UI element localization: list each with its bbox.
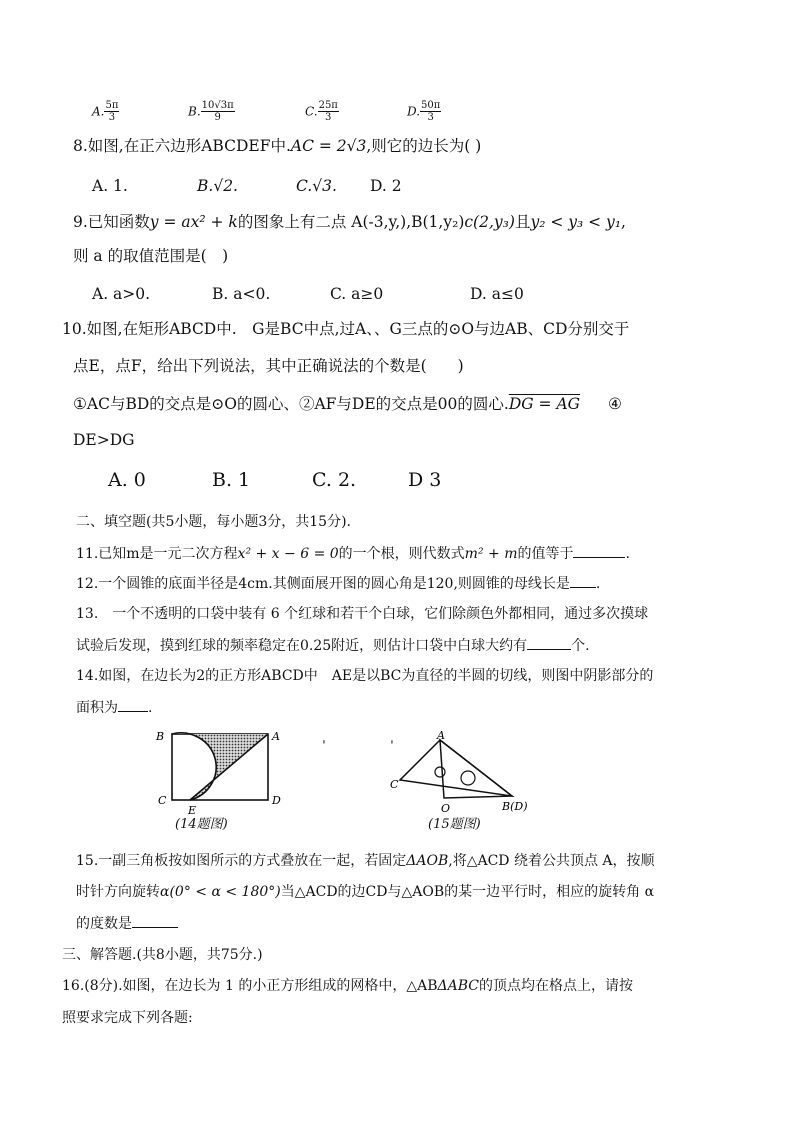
- figure-14-caption: (14题图): [175, 817, 228, 832]
- fig15-label-bd: B(D): [502, 800, 528, 813]
- q7-b-num: 10√3π: [201, 100, 234, 111]
- q7-c-num: 25π: [318, 100, 338, 111]
- q7-option-c-letter: C.: [305, 104, 318, 119]
- q9-stem-inequality: y₂ < y₃ < y₁: [530, 213, 622, 231]
- q14-stem-line1: 14.如图，在边长为2的正方形ABCD中 AE是以BC为直径的半圆的切线，则图中阴影部分的: [76, 668, 654, 684]
- fig14-label-c: C: [158, 794, 167, 807]
- q8-stem-text: 8.如图,在正六边形ABCDEF中.: [73, 137, 291, 155]
- q15-answer-blank[interactable]: [132, 913, 178, 928]
- q12-stem: [76, 573, 600, 594]
- q15-text-3: 当△ACD的边CD与△AOB的某一边平行时，相应的旋转角 α: [280, 884, 655, 900]
- q7-option-a-value: [104, 100, 119, 123]
- q7-b-den: 9: [214, 112, 221, 123]
- q10-arc-equation: DG = AG: [508, 395, 581, 413]
- fig14-label-a: A: [272, 730, 280, 743]
- q15-stem-line3: [76, 913, 178, 934]
- q7-c-den: 3: [325, 112, 332, 123]
- q10-option-b: B. 1: [212, 469, 251, 491]
- q11-answer-blank[interactable]: [573, 543, 625, 558]
- q7-option-d-value: [420, 100, 441, 123]
- q7-option-b-value: [201, 100, 235, 123]
- q16-stem-line2: 照要求完成下列各题:: [62, 1010, 193, 1026]
- q7-option-b-letter: B.: [188, 104, 201, 119]
- q7-option-d: [407, 100, 441, 123]
- q11-equation: x² + x − 6 = 0: [237, 546, 339, 562]
- q10-option-c: C. 2.: [312, 469, 357, 491]
- q15-rotate-text: 时针方向旋转: [76, 884, 160, 900]
- fig15-label-o: O: [441, 802, 451, 815]
- q16-text: 16.(8分).如图，在边长为 1 的小正方形组成的网格中，△AB: [62, 978, 438, 994]
- q15-text-4: 的度数是: [76, 916, 132, 932]
- q16-text-2: 的顶点均在格点上，请按: [479, 978, 634, 994]
- q13-stem-line2: [76, 635, 590, 656]
- q8-option-d: D. 2: [370, 177, 402, 195]
- q10-stem-line4: DE>DG: [73, 431, 135, 449]
- fig14-shaded-region: [172, 733, 268, 800]
- q15-triangle-aob: ΔAOB: [406, 853, 449, 869]
- q14-text: 面积为: [76, 700, 118, 716]
- q13-answer-blank[interactable]: [527, 635, 571, 650]
- q14-answer-blank[interactable]: [118, 697, 148, 712]
- q15-text: 15.一副三角板按如图所示的方式叠放在一起，若固定: [76, 853, 407, 869]
- q10-stem-line2: 点E，点F，给出下列说法，其中正确说法的个数是( ): [73, 357, 464, 375]
- q9-stem-line2: 则 a 的取值范围是( ): [73, 247, 229, 265]
- q10-stem-line1: 10.如图,在矩形ABCD中. G是BC中点,过A、、G三点的⊙O与边AB、CD分别交于: [62, 320, 630, 338]
- q12-answer-blank[interactable]: [570, 573, 596, 588]
- q13-unit: 个.: [571, 638, 590, 654]
- q15-text-2: ,将△ACD 绕着公共顶点 A，按顺: [448, 853, 655, 869]
- fig15-label-c: C: [390, 778, 399, 791]
- q14-period: .: [148, 700, 153, 716]
- q16-stem-line1: [62, 976, 633, 996]
- section-3-heading: 三、解答题.(共8小题，共75分.): [62, 947, 263, 963]
- q7-d-den: 3: [427, 112, 434, 123]
- q9-option-c: C. a≥0: [330, 285, 384, 303]
- q15-stem-line1: [76, 851, 655, 871]
- q11-text-3: 的值等于: [517, 546, 574, 562]
- q7-option-a-letter: A.: [92, 104, 105, 119]
- q10-statement-4-marker: ④: [608, 395, 622, 413]
- stray-mark-2: ˌ: [390, 730, 394, 746]
- section-2-heading: 二、填空题(共5小题，每小题3分，共15分).: [76, 514, 352, 530]
- q10-stem-line3: [73, 394, 622, 414]
- q10-statements: ①AC与BD的交点是⊙O的圆心、②AF与DE的交点是00的圆心.: [73, 395, 509, 413]
- q7-a-num: 5π: [105, 100, 119, 111]
- q9-stem-text: 9.已知函数: [73, 213, 150, 231]
- q11-expression: m² + m: [464, 546, 518, 562]
- q14-stem-line2: [76, 697, 152, 718]
- fig15-label-a: A: [437, 730, 445, 742]
- q7-a-den: 3: [108, 112, 116, 123]
- q11-text: 11.已知m是一元二次方程: [76, 546, 238, 562]
- fig14-label-b: B: [156, 730, 165, 743]
- q7-d-num: 50π: [421, 100, 441, 111]
- q8-option-b: B.√2.: [197, 177, 238, 195]
- q13-text: 试验后发现，摸到红球的频率稳定在0.25附近，则估计口袋中白球大约有: [76, 638, 528, 654]
- q10-option-a: A. 0: [108, 469, 146, 491]
- q9-stem-point-c: c(2,y₃): [464, 213, 515, 231]
- q7-option-a: [92, 100, 119, 123]
- q15-angle-range: α(0° < α < 180°): [160, 884, 281, 900]
- fig14-label-e: E: [188, 804, 197, 817]
- q8-stem: [73, 136, 481, 156]
- q13-stem-line1: 13. 一个不透明的口袋中装有 6 个红球和若干个白球，它们除颜色外都相同，通过多次摸球: [76, 606, 649, 622]
- q11-text-2: 的一个根，则代数式: [338, 546, 465, 562]
- q9-option-b: B. a<0.: [212, 285, 271, 303]
- q9-stem-and: 且: [514, 213, 531, 231]
- q16-triangle: ΔABC: [437, 978, 480, 994]
- q9-stem-math: y = ax² + k: [149, 213, 238, 231]
- fig14-label-d: D: [272, 794, 281, 807]
- fig15-hole-2: [461, 771, 475, 785]
- q12-period: .: [595, 576, 601, 592]
- q11-stem: [76, 543, 630, 564]
- q9-stem: [73, 212, 626, 232]
- q7-option-d-letter: D.: [407, 104, 421, 119]
- fig15-triangle-aob: [440, 740, 512, 798]
- q9-stem-comma: ,: [621, 213, 626, 231]
- q8-option-a: A. 1.: [92, 177, 128, 195]
- q7-option-c-value: [318, 100, 339, 123]
- q11-period: .: [625, 546, 630, 562]
- figure-15-caption: (15题图): [428, 817, 481, 832]
- q8-option-c: C.√3.: [296, 177, 337, 195]
- fig15-hole-1: [435, 767, 445, 777]
- q7-option-c: [305, 100, 339, 123]
- q8-stem-math: AC = 2√3: [290, 137, 367, 155]
- q9-option-a: A. a>0.: [92, 285, 151, 303]
- q7-option-b: [188, 100, 235, 123]
- q12-text: 12.一个圆锥的底面半径是4cm.其侧面展开图的圆心角是120,则圆锥的母线长是: [76, 576, 570, 592]
- stray-mark-1: ˌ: [322, 730, 326, 746]
- q9-option-d: D. a≤0: [470, 285, 524, 303]
- fig15-triangle-acd: [400, 740, 512, 796]
- q15-stem-line2: [76, 882, 654, 902]
- q9-stem-points: 的图象上有二点 A(-3,y,),B(1,y₂): [237, 213, 465, 231]
- q8-stem-tail: ,则它的边长为( ): [366, 137, 482, 155]
- q10-option-d: D 3: [408, 469, 442, 491]
